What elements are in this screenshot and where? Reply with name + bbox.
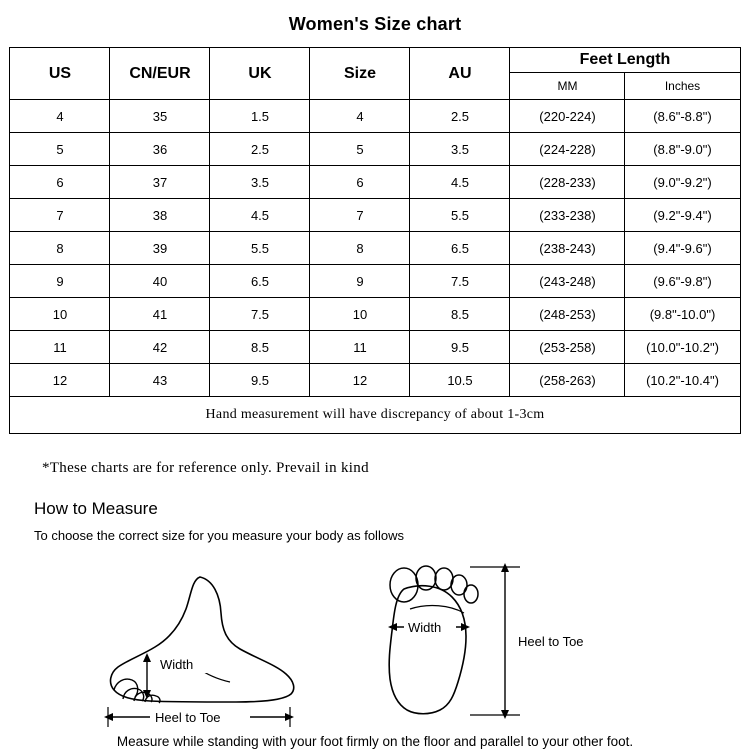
foot-top-outline bbox=[389, 586, 466, 714]
top-heel-to-toe-label: Heel to Toe bbox=[518, 634, 584, 649]
cell-size: 6 bbox=[310, 166, 410, 199]
toe-5 bbox=[464, 585, 478, 603]
cell-inches: (9.2"-9.4") bbox=[625, 199, 740, 232]
cell-mm: (228-233) bbox=[510, 166, 625, 199]
table-footer-row bbox=[10, 397, 740, 434]
cell-mm: (238-243) bbox=[510, 232, 625, 265]
foot-measurement-illustration bbox=[0, 547, 750, 732]
cell-uk: 8.5 bbox=[210, 331, 310, 364]
top-width-label: Width bbox=[408, 620, 442, 635]
cell-au: 6.5 bbox=[410, 232, 510, 265]
table-row bbox=[10, 331, 740, 364]
cell-au: 2.5 bbox=[410, 100, 510, 133]
cell-uk: 6.5 bbox=[210, 265, 310, 298]
column-header-au: AU bbox=[410, 48, 510, 100]
disclaimer-text: *These charts are for reference only. Prevail in kind bbox=[42, 460, 369, 476]
page-title: Women's Size chart bbox=[288, 14, 462, 34]
column-header-uk: UK bbox=[210, 48, 310, 100]
cell-mm: (258-263) bbox=[510, 364, 625, 397]
cell-au: 9.5 bbox=[410, 331, 510, 364]
cell-inches: (9.4"-9.6") bbox=[625, 232, 740, 265]
cell-mm: (220-224) bbox=[510, 100, 625, 133]
cell-uk: 2.5 bbox=[210, 133, 310, 166]
cell-size: 11 bbox=[310, 331, 410, 364]
cell-mm: (253-258) bbox=[510, 331, 625, 364]
cell-size: 10 bbox=[310, 298, 410, 331]
cell-cn-eur: 39 bbox=[110, 232, 210, 265]
foot-side-view bbox=[104, 577, 294, 727]
table-row bbox=[10, 232, 740, 265]
big-toe bbox=[390, 568, 418, 602]
column-header-cn-eur: CN/EUR bbox=[110, 48, 210, 100]
cell-cn-eur: 43 bbox=[110, 364, 210, 397]
cell-size: 7 bbox=[310, 199, 410, 232]
cell-cn-eur: 38 bbox=[110, 199, 210, 232]
cell-inches: (8.8"-9.0") bbox=[625, 133, 740, 166]
column-header-feet-length: Feet Length bbox=[510, 48, 740, 73]
cell-inches: (9.8"-10.0") bbox=[625, 298, 740, 331]
table-body bbox=[10, 100, 740, 434]
cell-mm: (243-248) bbox=[510, 265, 625, 298]
size-chart-table bbox=[9, 47, 740, 434]
cell-us: 4 bbox=[10, 100, 110, 133]
cell-size: 4 bbox=[310, 100, 410, 133]
cell-mm: (248-253) bbox=[510, 298, 625, 331]
cell-cn-eur: 37 bbox=[110, 166, 210, 199]
side-width-label: Width bbox=[160, 657, 194, 672]
cell-inches: (8.6"-8.8") bbox=[625, 100, 740, 133]
toe-3 bbox=[435, 568, 453, 590]
cell-us: 5 bbox=[10, 133, 110, 166]
table-row bbox=[10, 166, 740, 199]
cell-uk: 5.5 bbox=[210, 232, 310, 265]
cell-us: 11 bbox=[10, 331, 110, 364]
table-row bbox=[10, 364, 740, 397]
cell-us: 10 bbox=[10, 298, 110, 331]
column-header-mm: MM bbox=[510, 73, 625, 100]
cell-uk: 4.5 bbox=[210, 199, 310, 232]
table-row bbox=[10, 100, 740, 133]
cell-us: 9 bbox=[10, 265, 110, 298]
cell-inches: (10.0"-10.2") bbox=[625, 331, 740, 364]
cell-cn-eur: 40 bbox=[110, 265, 210, 298]
cell-au: 5.5 bbox=[410, 199, 510, 232]
cell-us: 6 bbox=[10, 166, 110, 199]
cell-cn-eur: 42 bbox=[110, 331, 210, 364]
cell-au: 4.5 bbox=[410, 166, 510, 199]
cell-uk: 3.5 bbox=[210, 166, 310, 199]
table-footer-note: Hand measurement will have discrepancy of about 1-3cm bbox=[10, 397, 740, 434]
cell-au: 8.5 bbox=[410, 298, 510, 331]
foot-side-outline bbox=[111, 577, 294, 702]
cell-au: 10.5 bbox=[410, 364, 510, 397]
table-row bbox=[10, 298, 740, 331]
how-to-measure-heading: How to Measure bbox=[34, 499, 158, 518]
cell-inches: (9.6"-9.8") bbox=[625, 265, 740, 298]
cell-au: 3.5 bbox=[410, 133, 510, 166]
foot-top-view bbox=[388, 563, 615, 719]
table-header bbox=[10, 48, 740, 100]
cell-size: 9 bbox=[310, 265, 410, 298]
cell-size: 12 bbox=[310, 364, 410, 397]
table-header-row-1 bbox=[10, 48, 740, 73]
cell-size: 5 bbox=[310, 133, 410, 166]
table-row bbox=[10, 265, 740, 298]
cell-mm: (233-238) bbox=[510, 199, 625, 232]
column-header-inches: Inches bbox=[625, 73, 740, 100]
measure-footer-note: Measure while standing with your foot firmly on the floor and parallel to your other foot. bbox=[116, 734, 634, 749]
cell-cn-eur: 41 bbox=[110, 298, 210, 331]
cell-au: 7.5 bbox=[410, 265, 510, 298]
cell-us: 12 bbox=[10, 364, 110, 397]
cell-inches: (10.2"-10.4") bbox=[625, 364, 740, 397]
table-row bbox=[10, 199, 740, 232]
cell-size: 8 bbox=[310, 232, 410, 265]
column-header-size: Size bbox=[310, 48, 410, 100]
ball-of-foot-line bbox=[410, 606, 464, 613]
cell-mm: (224-228) bbox=[510, 133, 625, 166]
cell-cn-eur: 35 bbox=[110, 100, 210, 133]
cell-uk: 7.5 bbox=[210, 298, 310, 331]
cell-inches: (9.0"-9.2") bbox=[625, 166, 740, 199]
width-arrow-head-top bbox=[143, 653, 151, 662]
cell-us: 7 bbox=[10, 199, 110, 232]
how-to-measure-subtext: To choose the correct size for you measure your body as follows bbox=[34, 528, 404, 543]
cell-cn-eur: 36 bbox=[110, 133, 210, 166]
cell-uk: 9.5 bbox=[210, 364, 310, 397]
cell-us: 8 bbox=[10, 232, 110, 265]
table-row bbox=[10, 133, 740, 166]
side-heel-to-toe-label: Heel to Toe bbox=[155, 710, 221, 725]
cell-uk: 1.5 bbox=[210, 100, 310, 133]
column-header-us: US bbox=[10, 48, 110, 100]
measurement-diagrams bbox=[0, 547, 750, 732]
